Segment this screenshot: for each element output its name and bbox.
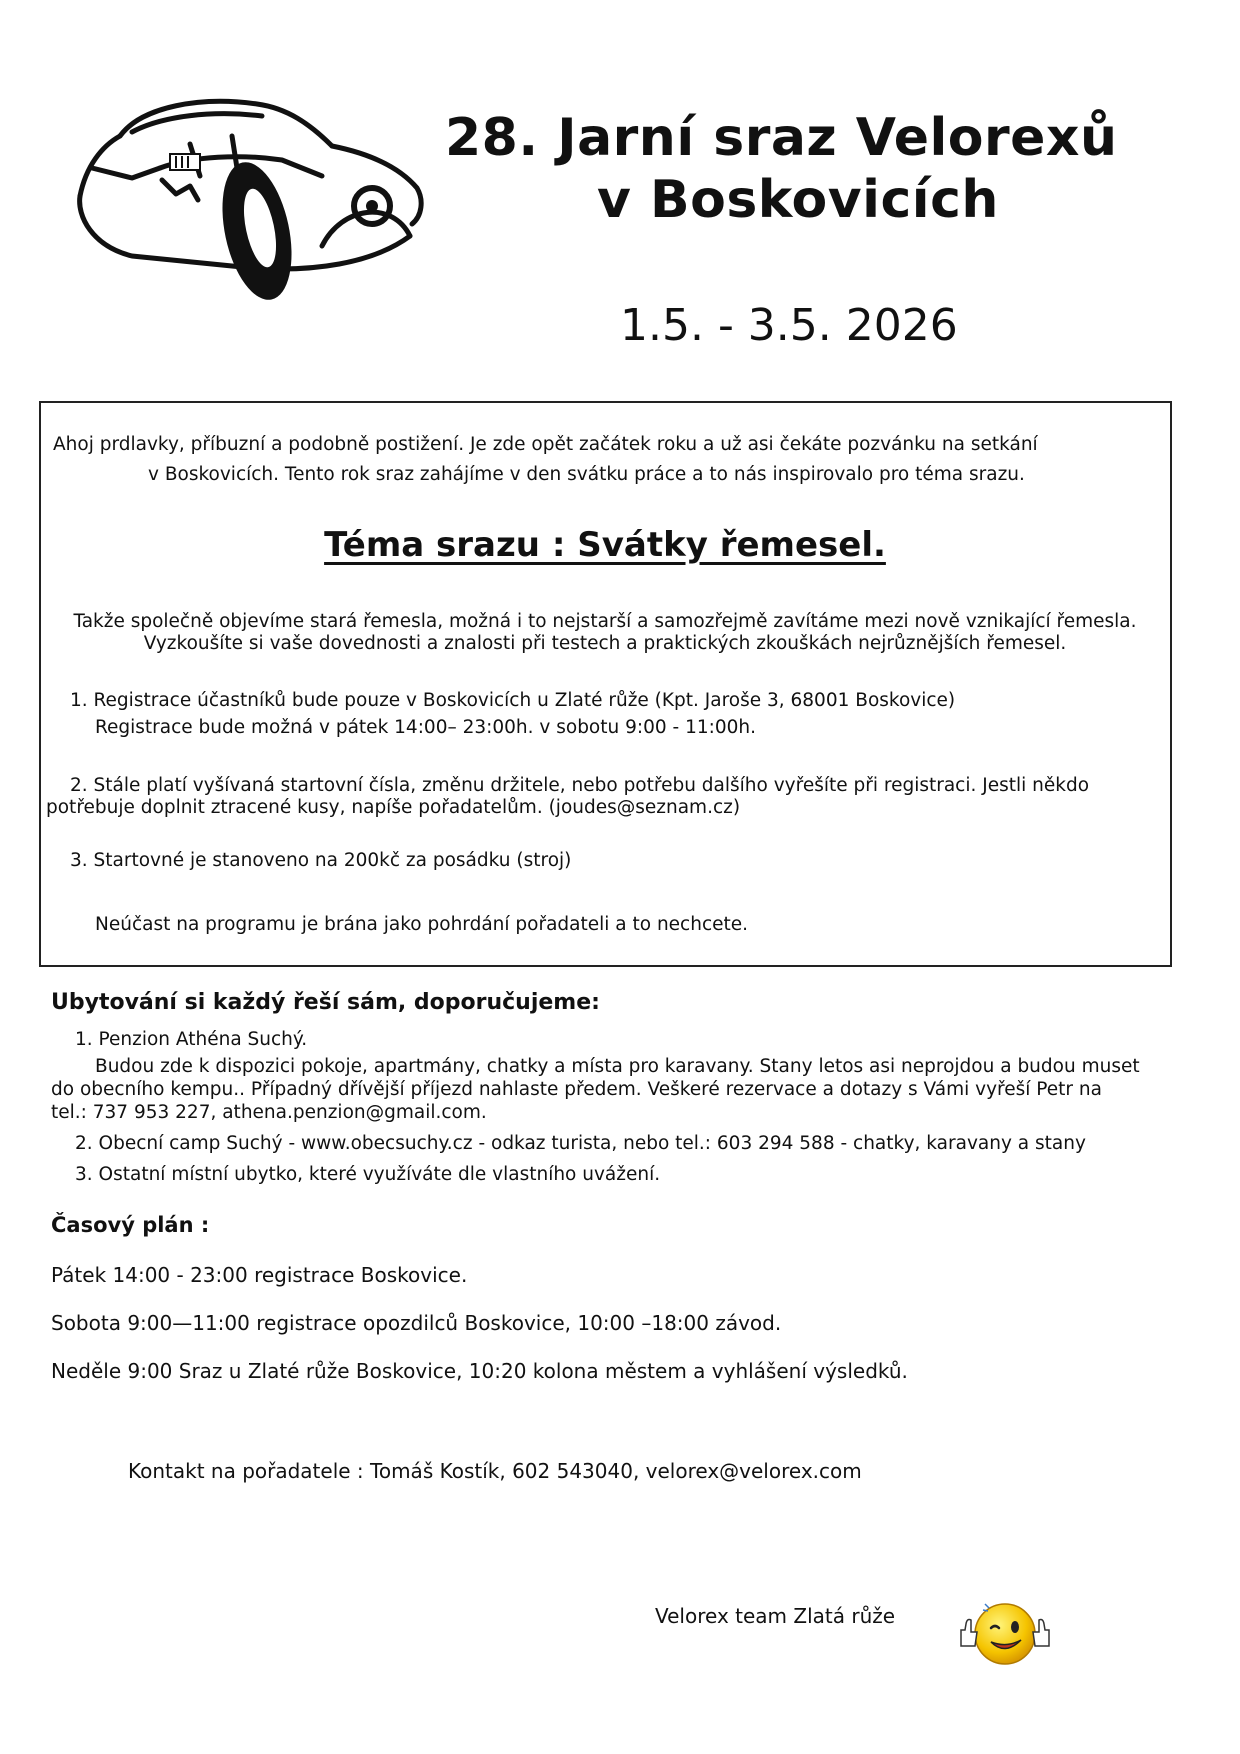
item-2-line-1: 2. Stále platí vyšívaná startovní čísla, změnu držitele, nebo potřebu dalšího vyřešíte při registraci. Jestli někdo bbox=[70, 775, 1090, 796]
item-1-line-1: 1. Registrace účastníků bude pouze v Boskovicích u Zlaté růže (Kpt. Jaroše 3, 68001 Boskovice) bbox=[70, 690, 956, 711]
theme-text-line-2: Vyzkoušíte si vaše dovednosti a znalosti při testech a praktických zkouškách nejrůznějších řemesel. bbox=[143, 633, 1067, 654]
item-3: 3. Startovné je stanoveno na 200kč za posádku (stroj) bbox=[70, 850, 572, 871]
accommodation-item-1-title: 1. Penzion Athéna Suchý. bbox=[75, 1029, 308, 1050]
intro-line-1: Ahoj prdlavky, příbuzní a podobně postižení. Je zde opět začátek roku a už asi čekáte pozvánku na setkání bbox=[53, 434, 1038, 455]
schedule-sunday: Neděle 9:00 Sraz u Zlaté růže Boskovice, 10:20 kolona městem a vyhlášení výsledků. bbox=[51, 1359, 908, 1383]
accommodation-item-1-line-1: Budou zde k dispozici pokoje, apartmány, chatky a místa pro karavany. Stany letos asi neprojdou a budou muset bbox=[95, 1056, 1140, 1077]
accommodation-item-3: 3. Ostatní místní ubytko, které využíváte dle vlastního uvážení. bbox=[75, 1164, 661, 1185]
title-line-2: v Boskovicích bbox=[597, 170, 999, 230]
item-2-line-2: potřebuje doplnit ztracené kusy, napíše pořadatelům. (joudes@seznam.cz) bbox=[46, 797, 741, 818]
accommodation-heading: Ubytování si každý řeší sám, doporučujeme: bbox=[51, 990, 600, 1015]
schedule-saturday: Sobota 9:00—11:00 registrace opozdilců Boskovice, 10:00 –18:00 závod. bbox=[51, 1311, 782, 1335]
accommodation-item-1-line-3: tel.: 737 953 227, athena.penzion@gmail.com. bbox=[51, 1102, 487, 1123]
accommodation-item-1-line-2: do obecního kempu.. Případný dřívější příjezd nahlaste předem. Veškeré rezervace a dotazy s Vámi vyřeší Petr na bbox=[51, 1079, 1102, 1100]
winking-smiley-thumbs-up-icon bbox=[955, 1590, 1055, 1670]
accommodation-item-2: 2. Obecní camp Suchý - www.obecsuchy.cz - odkaz turista, nebo tel.: 603 294 588 - chatky, karavany a stany bbox=[75, 1133, 1086, 1154]
schedule-heading: Časový plán : bbox=[51, 1213, 210, 1237]
note: Neúčast na programu je brána jako pohrdání pořadateli a to nechcete. bbox=[95, 914, 749, 935]
intro-line-2: v Boskovicích. Tento rok sraz zahájíme v den svátku práce a to nás inspirovalo pro téma srazu. bbox=[148, 464, 1025, 485]
event-date: 1.5. - 3.5. 2026 bbox=[620, 300, 958, 351]
theme-text-line-1: Takže společně objevíme stará řemesla, možná i to nejstarší a samozřejmě zavítáme mezi nově vznikající řemesla. bbox=[73, 611, 1137, 632]
schedule-friday: Pátek 14:00 - 23:00 registrace Boskovice. bbox=[51, 1263, 468, 1287]
theme-heading: Téma srazu : Svátky řemesel. bbox=[324, 525, 886, 565]
signature: Velorex team Zlatá růže bbox=[655, 1604, 896, 1628]
title-line-1: 28. Jarní sraz Velorexů bbox=[445, 108, 1118, 168]
contact: Kontakt na pořadatele : Tomáš Kostík, 602 543040, velorex@velorex.com bbox=[128, 1459, 862, 1483]
item-1-line-2: Registrace bude možná v pátek 14:00– 23:00h. v sobotu 9:00 - 11:00h. bbox=[95, 717, 757, 738]
velorex-car-icon bbox=[72, 96, 434, 332]
